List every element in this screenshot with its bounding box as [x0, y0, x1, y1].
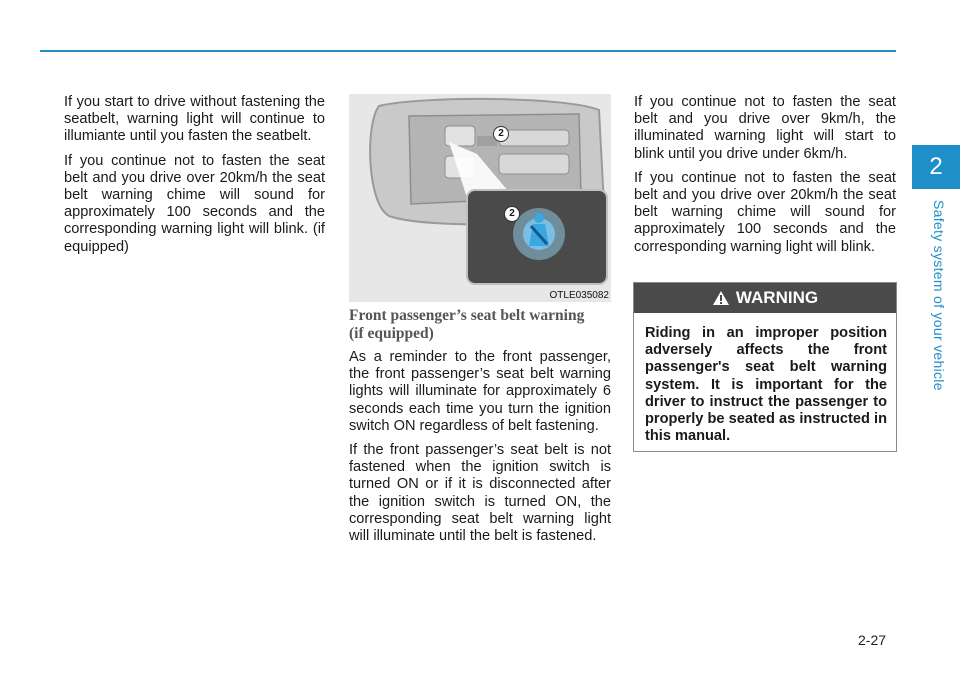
col3-paragraph-1: If you continue not to fasten the seat belt and you drive over 9km/h, the illuminated warning light will start to blink until you drive under 6km/h. — [634, 94, 896, 162]
section-heading — [349, 307, 611, 343]
column-1 — [64, 94, 325, 263]
warning-title: WARNING — [735, 288, 819, 307]
col3-paragraph-2: If you continue not to fasten the seat belt and you drive over 20km/h the seat belt warning chime will sound for approximately 100 seconds and the corresponding warning light will blink. — [634, 169, 896, 255]
warning-triangle-icon — [712, 290, 730, 306]
chapter-title: Safety system of your vehicle — [931, 200, 947, 391]
col2-paragraph-2: If the front passenger’s seat belt is not fastened when the ignition switch is turned ON or if it is disconnected after the ignition switch is turned ON, the corresponding seat belt warning light will illuminate until the belt is fastened. — [349, 442, 611, 545]
figure-caption: OTLE035082 — [549, 290, 609, 301]
col1-paragraph-2: If you continue not to fasten the seat belt and you drive over 20km/h the seat belt warning chime will sound for approximately 100 seconds and the corresponding warning light will blink. (if equipped) — [64, 152, 325, 255]
column-2 — [349, 307, 611, 552]
column-3 — [634, 94, 896, 263]
col2-paragraph-1: As a reminder to the front passenger, the front passenger’s seat belt warning lights will illuminate for approximately 6 seconds each time you turn the ignition switch ON regardless of belt fastening. — [349, 349, 611, 434]
warning-header — [634, 283, 896, 313]
callout-2-panel: 2 — [504, 206, 520, 222]
warning-box — [633, 282, 897, 452]
header-rule — [40, 50, 896, 52]
car-seatbelt-figure — [349, 94, 611, 302]
chapter-number-tab: 2 — [912, 145, 960, 189]
car-top-view-illustration — [349, 94, 611, 302]
section-heading-line1: Front passenger’s seat belt warning — [349, 307, 585, 324]
col1-paragraph-1: If you start to drive without fastening the seatbelt, warning light will continue to illumiante until you fasten the seatbelt. — [64, 94, 325, 145]
section-heading-line2: (if equipped) — [349, 325, 434, 342]
page-number: 2-27 — [858, 632, 887, 648]
callout-2-top: 2 — [493, 126, 509, 142]
warning-text: Riding in an improper position adversely affects the front passenger's seat belt warning system. It is important for the driver to instruct the passenger to properly be seated as instructed in this manual. — [645, 325, 887, 445]
